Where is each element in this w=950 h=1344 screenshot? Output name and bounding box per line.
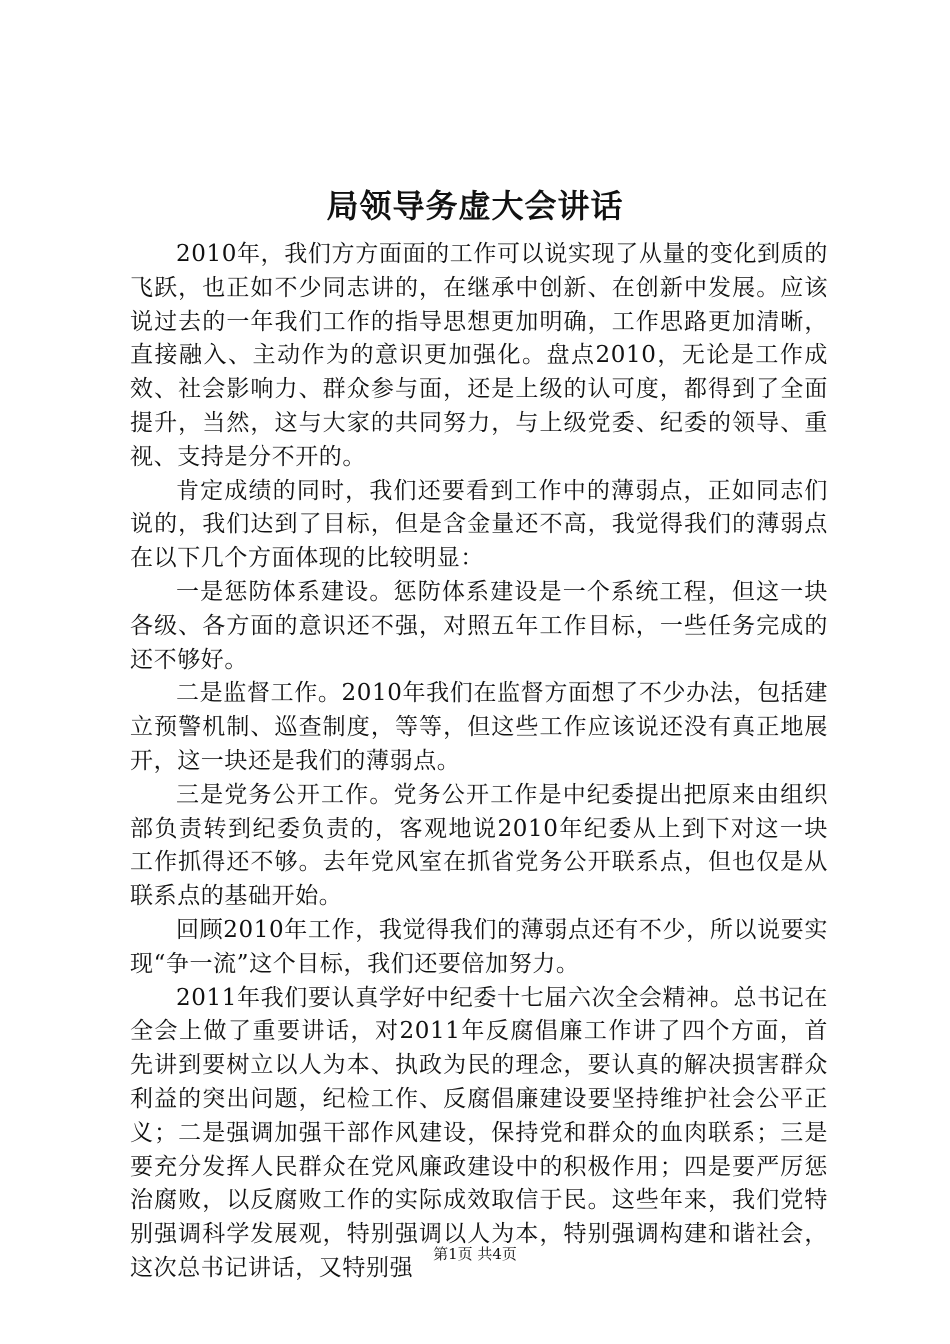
- paragraph-6: 回顾2010年工作，我觉得我们的薄弱点还有不少，所以说要实现“争一流”这个目标，我们还要倍加努力。: [130, 916, 828, 977]
- paragraph-1: 2010年，我们方方面面的工作可以说实现了从量的变化到质的飞跃，也正如不少同志讲的，在继承中创新、在创新中发展。应该说过去的一年我们工作的指导思想更加明确，工作思路更加清晰，直接融入、主动作为的意识更加强化。盘点2010，无论是工作成效、社会影响力、群众参与面，还是上级的认可度，都得到了全面提升，当然，这与大家的共同努力，与上级党委、纪委的领导、重视、支持是分不开的。: [130, 241, 828, 470]
- page-number-footer: 第1页 共4页: [433, 1245, 517, 1263]
- paragraph-5: 三是党务公开工作。党务公开工作是中纪委提出把原来由组织部负责转到纪委负责的，客观地说2010年纪委从上到下对这一块工作抓得还不够。去年党风室在抓省党务公开联系点，但也仅是从联系点的基础开始。: [130, 781, 828, 910]
- paragraph-3: 一是惩防体系建设。惩防体系建设是一个系统工程，但这一块各级、各方面的意识还不强，对照五年工作目标，一些任务完成的还不够好。: [130, 578, 828, 673]
- document-body: [130, 238, 828, 1286]
- paragraph-7: 2011年我们要认真学好中纪委十七届六次全会精神。总书记在全会上做了重要讲话，对2011年反腐倡廉工作讲了四个方面，首先讲到要树立以人为本、执政为民的理念，要认真的解决损害群众利益的突出问题，纪检工作、反腐倡廉建设要坚持维护社会公平正义；二是强调加强干部作风建设，保持党和群众的血肉联系；三是要充分发挥人民群众在党风廉政建设中的积极作用；四是要严厉惩治腐败，以反腐败工作的实际成效取信于民。这些年来，我们党特别强调科学发展观，特别强调以人为本，特别强调构建和谐社会，这次总书记讲话，又特别强: [130, 984, 828, 1281]
- paragraph-2: 肯定成绩的同时，我们还要看到工作中的薄弱点，正如同志们说的，我们达到了目标，但是含金量还不高，我觉得我们的薄弱点在以下几个方面体现的比较明显：: [130, 477, 828, 572]
- paragraph-4: 二是监督工作。2010年我们在监督方面想了不少办法，包括建立预警机制、巡查制度，等等，但这些工作应该说还没有真正地展开，这一块还是我们的薄弱点。: [130, 680, 828, 774]
- document-title: 局领导务虚大会讲话: [326, 187, 624, 225]
